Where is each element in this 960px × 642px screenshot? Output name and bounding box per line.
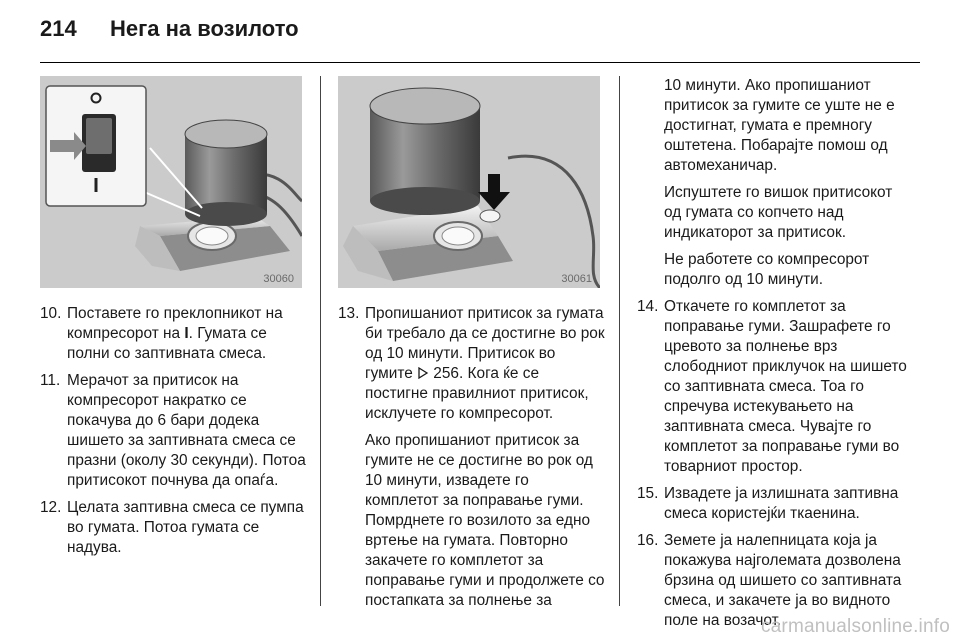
page-header [40,14,920,54]
watermark: carmanualsonline.info [760,616,950,637]
figure-pressure-button [338,76,600,288]
compressor-switch-illustration [40,76,302,288]
column-2 [338,304,606,611]
paragraph: 10 минути. Ако пропишаниот притисок за гумите се уште не е достигнат, гумата е премногу оштетена. Побарајте помош од автомеханичар. [664,77,895,174]
paragraph: Не работете со компресорот подолго од 10 минути. [664,251,870,288]
list-item [637,484,907,524]
step-text: Извадете ја излишната заптивна смеса користејќи ткаенина. [664,485,899,522]
list-item [40,304,308,364]
paragraph: Ако пропишаниот притисок за гумите не се достигне во рок од 10 минути, извадете го комплетот за поправање гуми. Помрднете го возилото за едно вртење на гумата. Повторно закачете го комплетот за поправање гуми и продолжете со постапката за полнење за [365,432,605,609]
step-number: 16. [637,532,659,549]
step-text [365,304,606,424]
page-title: Нега на возилото [110,16,299,41]
step-text-part: Пропишаниот притисок за гумата би требало да се достигне во рок од 10 минути. Притисок во гумите [365,305,605,382]
header-divider [40,62,920,63]
step-text-part: . Гумата се полни со заптивната смеса. [67,325,267,362]
step-number: 11. [40,372,61,389]
figure-code: 30060 [263,273,294,285]
figure-compressor-switch [40,76,302,288]
list-item [338,304,606,424]
compressor-pressure-illustration [338,76,600,288]
step-number: 15. [637,485,659,502]
step-number: 12. [40,499,62,516]
column-1 [40,304,308,558]
page-reference-icon[interactable] [417,365,429,377]
column-divider [320,76,321,606]
step-text: Земете ја налепницата која ја покажува најголемата дозволена брзина од шишето со заптивната смеса, и закачете ја во видното поле на возачот. [664,532,902,629]
column-3 [637,76,907,631]
step-text-part: Поставете го преклопникот на компресорот на [67,305,283,342]
page-number: 214 [40,16,77,41]
step-text [67,304,308,364]
paragraph: Испуштете го вишок притисокот од гумата со копчето над индикаторот за притисок. [664,184,893,241]
step-text-part: 256. Кога ќе се постигне правилниот притисок, исклучете го компресорот. [365,365,589,422]
list-item [40,498,308,558]
figure-code: 30061 [561,273,592,285]
step-text: Целата заптивна смеса се пумпа во гумата. Потоа гумата се надува. [67,499,304,556]
step-number: 14. [637,298,659,315]
switch-position-label: I [184,325,189,342]
step-number: 10. [40,305,62,322]
list-item [637,297,907,477]
step-number: 13. [338,305,360,322]
step-text: Откачете го комплетот за поправање гуми. Зашрафете го цревото за полнење врз слободниот приклучок на шишето со заптивната смеса. Тоа го спречува истекувањето на заптивната смеса. Чувајте го комплетот за поправање гуми во товарниот простор. [664,298,907,475]
column-divider [619,76,620,606]
step-text: Мерачот за притисок на компресорот накратко се покачува до 6 бари додека шишето за заптивната смеса се празни (околу 30 секунди). Потоа притисокот почнува да опаѓа. [67,372,306,489]
list-item [40,371,308,491]
